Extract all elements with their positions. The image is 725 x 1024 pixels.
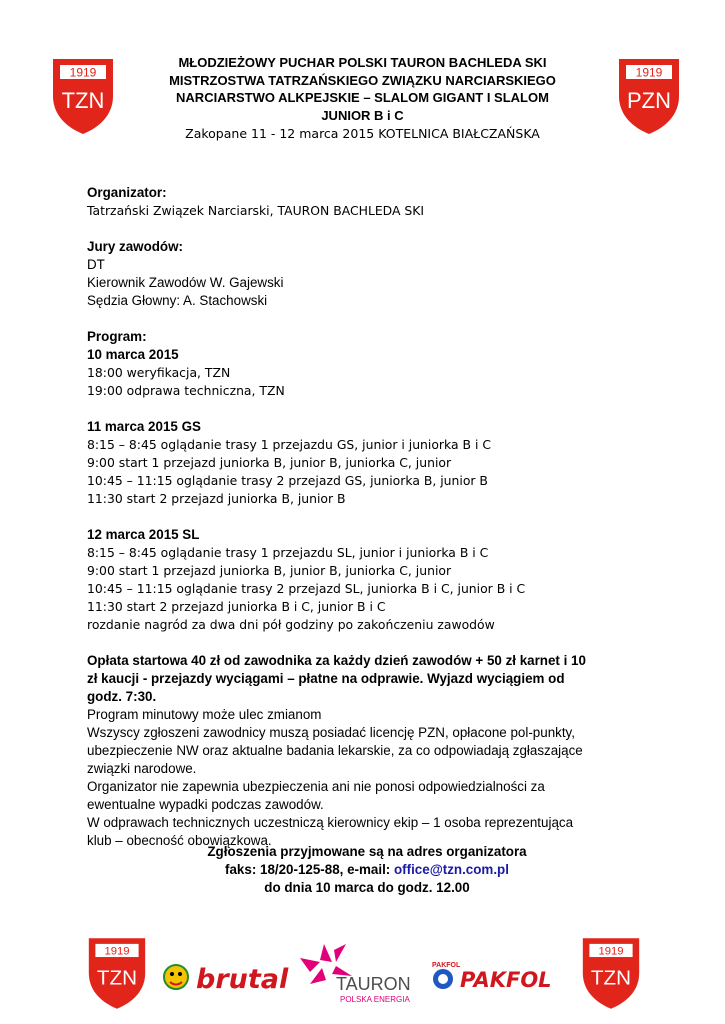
tzn-crest-top-left xyxy=(50,56,116,136)
fee-line: zł kaucji - przejazdy wyciągami – płatne na odprawie. Wyjazd wyciągiem od xyxy=(87,671,565,686)
pakfol-wordmark: PAKFOL xyxy=(460,968,552,992)
brutal-logo xyxy=(160,950,290,1005)
program-day-title: 11 marca 2015 GS xyxy=(87,419,201,434)
jury-line: Sędzia Głowny: A. Stachowski xyxy=(87,293,268,308)
contact-line: Zgłoszenia przyjmowane są na adres organizatora xyxy=(207,844,527,859)
header-line-3: NARCIARSTWO ALKPEJSKIE – SLALOM GIGANT I SLALOM xyxy=(176,90,549,105)
info-line: ewentualne wypadki podczas zawodów. xyxy=(87,797,324,812)
organizer-label: Organizator: xyxy=(87,185,167,200)
email-link[interactable]: office@tzn.com.pl xyxy=(393,862,509,877)
program-line: 18:00 weryfikacja, TZN xyxy=(87,365,231,380)
program-line: 9:00 start 1 przejazd juniorka B, junior B, juniorka C, junior xyxy=(87,455,452,470)
pakfol-small-wordmark: PAKFOL xyxy=(432,962,461,969)
crest-letters: TZN xyxy=(96,966,138,990)
crest-year: 1919 xyxy=(104,945,130,958)
pzn-crest-top-right xyxy=(616,56,682,136)
fee-line: godz. 7:30. xyxy=(87,689,157,704)
info-line: W odprawach technicznych uczestniczą kierownicy ekip – 1 osoba reprezentująca xyxy=(87,815,574,830)
info-line: związki narodowe. xyxy=(87,761,197,776)
tzn-crest-bottom-right xyxy=(580,935,642,1011)
organizer-value: Tatrzański Związek Narciarski, TAURON BACHLEDA SKI xyxy=(87,203,425,218)
crest-letters: PZN xyxy=(627,88,671,113)
program-line: 8:15 – 8:45 oglądanie trasy 1 przejazdu SL, junior i juniorka B i C xyxy=(87,545,489,560)
crest-letters: TZN xyxy=(61,88,105,113)
info-line: Organizator nie zapewnia ubezpieczenia ani nie ponosi odpowiedzialności za xyxy=(87,779,545,794)
info-line: ubezpieczenie NW oraz aktualne badania lekarskie, za co odpowiadają zgłaszające xyxy=(87,743,583,758)
info-line: Wszyscy zgłoszeni zawodnicy muszą posiadać licencję PZN, opłacone pol-punkty, xyxy=(87,725,575,740)
document-body xyxy=(87,184,647,850)
crest-year: 1919 xyxy=(635,65,663,80)
jury-line: Kierownik Zawodów W. Gajewski xyxy=(87,275,284,290)
header-line-2: MISTRZOSTWA TATRZAŃSKIEGO ZWIĄZKU NARCIARSKIEGO xyxy=(169,72,556,88)
program-line: 8:15 – 8:45 oglądanie trasy 1 przejazdu GS, junior i juniorka B i C xyxy=(87,437,491,452)
contact-fax-email xyxy=(87,861,647,879)
program-line: 19:00 odprawa techniczna, TZN xyxy=(87,383,285,398)
document-header xyxy=(120,54,605,143)
jury-label: Jury zawodów: xyxy=(87,239,183,254)
contact-deadline: do dnia 10 marca do godz. 12.00 xyxy=(264,880,470,895)
brutal-wordmark: brutal xyxy=(196,964,289,995)
crest-year: 1919 xyxy=(69,65,97,80)
tauron-subtitle: POLSKA ENERGIA xyxy=(340,995,410,1004)
program-line: 10:45 – 11:15 oglądanie trasy 2 przejazd GS, juniorka B, junior B xyxy=(87,473,488,488)
tauron-wordmark: TAURON xyxy=(336,974,411,994)
program-line: 9:00 start 1 przejazd juniorka B, junior B, juniorka C, junior xyxy=(87,563,452,578)
pakfol-logo xyxy=(430,955,570,1004)
fax-text: faks: 18/20-125-88, e-mail: xyxy=(225,862,394,877)
jury-line: DT xyxy=(87,257,105,272)
header-line-1: MŁODZIEŻOWY PUCHAR POLSKI TAURON BACHLEDA SKI xyxy=(178,55,547,70)
tzn-crest-bottom-left xyxy=(86,935,148,1011)
program-line: 11:30 start 2 przejazd juniorka B i C, junior B i C xyxy=(87,599,386,614)
contact-block xyxy=(87,843,647,897)
program-line: 10:45 – 11:15 oglądanie trasy 2 przejazd SL, juniorka B i C, junior B i C xyxy=(87,581,526,596)
fee-line: Opłata startowa 40 zł od zawodnika za każdy dzień zawodów + 50 zł karnet i 10 xyxy=(87,653,586,668)
info-line: Program minutowy może ulec zmianom xyxy=(87,707,322,722)
program-day-title: 12 marca 2015 SL xyxy=(87,527,200,542)
header-line-4: JUNIOR B i C xyxy=(321,107,404,123)
crest-year: 1919 xyxy=(598,945,624,958)
program-line: rozdanie nagród za dwa dni pół godziny po zakończeniu zawodów xyxy=(87,617,495,632)
tauron-logo xyxy=(296,940,426,1011)
crest-letters: TZN xyxy=(590,966,632,990)
header-date-place: Zakopane 11 - 12 marca 2015 KOTELNICA BIAŁCZAŃSKA xyxy=(185,126,540,141)
info-line: klub – obecność obowiązkowa. xyxy=(87,833,272,848)
program-day-title: 10 marca 2015 xyxy=(87,347,179,362)
program-label: Program: xyxy=(87,329,147,344)
program-line: 11:30 start 2 przejazd juniorka B, junior B xyxy=(87,491,346,506)
